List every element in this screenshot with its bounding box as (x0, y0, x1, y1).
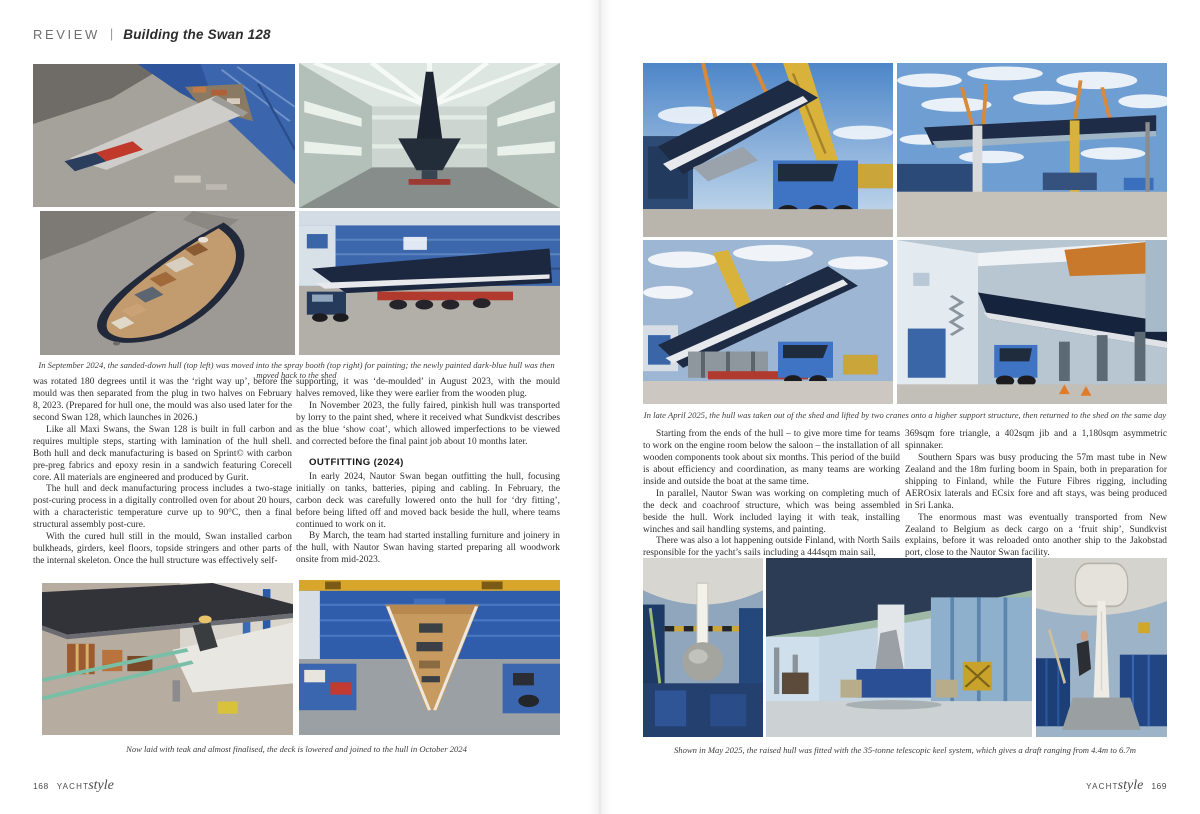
paragraph: In parallel, Nautor Swan was working on completing much of the deck and coachroof structure, which was being assembled beside the hull. Work included laying it with teak, installing winches and sail handling systems, and painting. (643, 488, 900, 535)
photo-crane-lifting-hull (643, 63, 893, 237)
photo-keel-fin-with-worker (1036, 558, 1167, 737)
paragraph: In November 2023, the fully faired, pinkish hull was transported by lorry to the paint shed, where it received what Sundkvist describes as the blue ‘show coat’, which allowed imperfections to be viewed and corrected before the final paint job about 10 months later. (296, 400, 560, 447)
magazine-logo-script: style (1117, 778, 1144, 793)
outfitting-subheading: OUTFITTING (2024) (309, 456, 404, 468)
aerial-shed-illustration (33, 64, 295, 207)
photo-keel-system-wide (766, 558, 1032, 737)
magazine-logo-name: YACHT (56, 782, 90, 791)
paragraph: By March, the team had started installing furniture and joinery in the hull, with Nautor Swan having started preparing all woodwork onsite from mid-2023. (296, 531, 560, 566)
crane-lift-illustration (643, 63, 893, 237)
tilted-hull-illustration (643, 240, 893, 404)
paragraph: There was also a lot happening outside Finland, with North Sails responsible for the yacht’s sails including a 444sqm main sail, (643, 536, 900, 559)
photo-tilted-hull-on-supports (643, 240, 893, 404)
left-top-photo-caption: In September 2024, the sanded-down hull (top left) was moved into the spray booth (top right) for painting; the newly painted dark-blue hull was then moved back to the shed (38, 360, 555, 381)
article-title: Building the Swan 128 (123, 27, 271, 42)
photo-hull-on-two-cranes (897, 63, 1167, 237)
photo-keel-bulb-closeup (643, 558, 763, 737)
photo-aerial-hull-leaving-shed (33, 64, 295, 207)
article-header (33, 27, 271, 42)
header-divider: | (109, 26, 114, 41)
photo-hull-entering-shed (897, 240, 1167, 404)
magazine-logo-script: style (88, 778, 114, 793)
paragraph: was rotated 180 degrees until it was the ‘right way up’, before the mould was then separated from the plug in two halves on February 8, 2023. (Prepared for hull one, the mould was also used later for the second Swan 128, which launches in 2026.) (33, 377, 292, 423)
keel-wide-illustration (766, 558, 1032, 737)
paragraph: Like all Maxi Swans, the Swan 128 is built in full carbon and requires multiple steps, starting with lamination of the hull shell. Both hull and deck manufacturing is based on Sprint© with carbon pre-preg fabrics and epoxy resin in a sandwich featuring Corecell core. All materials are engineered and produced by Gurit. (33, 424, 292, 483)
paragraph: The enormous mast was eventually transported from New Zealand to Belgium as deck cargo on a ‘fruit ship’, Sundkvist explains, before it was reloaded onto another ship to the Jakobstad port, close to the Nautor Swan facility. (905, 512, 1167, 559)
magazine-logo (1086, 776, 1143, 794)
paragraph: The hull and deck manufacturing process includes a two-stage post-curing process in a digitally controlled oven for about 20 hours, with a characteristic temperature curve up to 90°C, then a final structural assembly post-cure. (33, 484, 292, 531)
magazine-logo-name: YACHT (1086, 782, 1119, 791)
right-top-photo-caption: In late April 2025, the hull was taken out of the shed and lifted by two cranes onto a higher support structure, then returned to the shed on the same day (643, 410, 1167, 420)
paragraph: Starting from the ends of the hull – to give more time for teams to work on the engine room below the saloon – the installation of all wooden components took about six months. This period of the build is about efficiency and coordination, as many teams are working inside and outside the boat at the same time. (643, 429, 900, 487)
paragraph: 369sqm fore triangle, a 402sqm jib and a 1,180sqm asymmetric spinnaker. (905, 429, 1167, 451)
right-page-column-1 (643, 429, 900, 557)
photo-painted-hull-on-trailer (299, 211, 560, 355)
hull-topdown-illustration (40, 211, 295, 355)
deck-underside-illustration (42, 583, 293, 735)
left-bottom-photo-caption: Now laid with teak and almost finalised, the deck is lowered and joined to the hull in October 2024 (126, 744, 467, 754)
right-page-column-2 (905, 429, 1167, 557)
shed-entry-illustration (897, 240, 1167, 404)
photo-spray-booth (299, 63, 560, 208)
photo-aerial-hull-topdown (40, 211, 295, 355)
keel-fin-illustration (1036, 558, 1167, 737)
paragraph: supporting, it was ‘de-moulded’ in August 2023, with the mould halves removed, like they were earlier from the wooden plug. (296, 377, 560, 399)
right-page-footer (1086, 776, 1167, 794)
right-bottom-photo-caption: Shown in May 2025, the raised hull was fitted with the 35-tonne telescopic keel system, which gives a draft ranging from 4.4m to 6.7m (673, 745, 1137, 755)
left-page-number: 168 (33, 781, 49, 791)
photo-teak-deck-in-shed (299, 580, 560, 735)
left-page-column-2 (296, 377, 560, 579)
two-cranes-illustration (897, 63, 1167, 237)
left-page-footer (33, 776, 114, 794)
teak-deck-illustration (299, 580, 560, 735)
left-page-column-1 (33, 377, 292, 579)
paragraph: In early 2024, Nautor Swan began outfitting the hull, focusing initially on tanks, batteries, piping and cabling. In February, the carbon deck was carefully lowered onto the hull for ‘dry fitting’, before being lifted off and moved back beside the hull, where teams continued to work on it. (296, 471, 560, 530)
page-gutter (588, 0, 612, 814)
right-page-number: 169 (1151, 781, 1167, 791)
spray-booth-illustration (299, 63, 560, 208)
hull-trailer-illustration (299, 211, 560, 355)
paragraph: Southern Spars was busy producing the 57m mast tube in New Zealand and the 18m furling boom in Spain, both in preparation for shipping to Finland, while the Future Fibres rigging, including AEROsix laterals and ECsix fore and aft stays, was being produced in Sri Lanka. (905, 452, 1167, 511)
section-label: REVIEW (33, 27, 100, 42)
paragraph: With the cured hull still in the mould, Swan installed carbon bulkheads, girders, keel floors, topside stringers and other parts of the internal skeleton. Once the hull structure was effectively self- (33, 532, 292, 567)
keel-bulb-illustration (643, 558, 763, 737)
photo-deck-underside-closeup (42, 583, 293, 735)
magazine-logo (57, 776, 114, 794)
